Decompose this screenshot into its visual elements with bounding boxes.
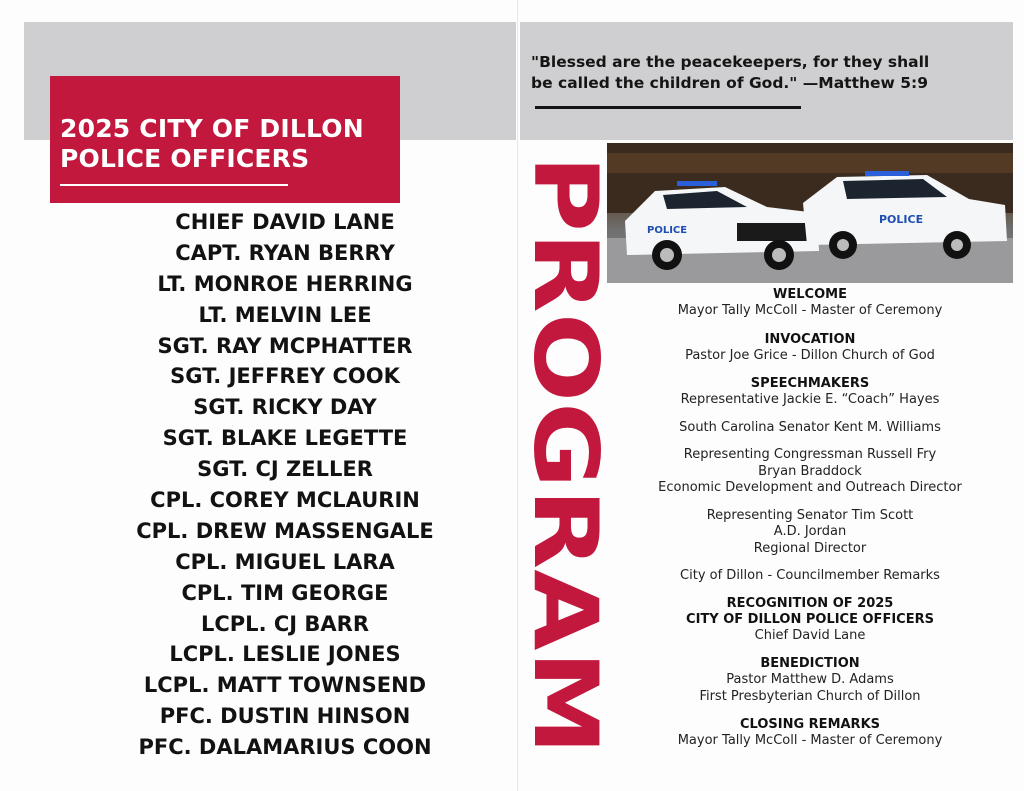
quote-underline [535,106,801,109]
title-line-2: POLICE OFFICERS [60,144,310,173]
officer-name: PFC. DUSTIN HINSON [159,704,411,729]
officer-name: SGT. JEFFREY COOK [170,364,400,389]
section-line: Pastor Matthew D. Adams [726,672,894,687]
program-word: PROGRAM [514,155,617,658]
officer-name: CHIEF DAVID LANE [175,210,395,234]
section-line: Bryan Braddock [758,463,862,479]
section-heading: INVOCATION [764,331,856,347]
section-line: Representative Jackie E. “Coach” Hayes [680,392,940,407]
section-heading: SPEECHMAKERS [750,376,870,391]
program-section-speechmakers [640,376,980,409]
officer-name: SGT. RICKY DAY [193,395,377,420]
program-item-council-remarks [640,568,980,585]
section-heading: BENEDICTION [760,656,860,671]
section-heading: RECOGNITION OF 2025 [726,595,894,611]
section-line: Pastor Joe Grice - Dillon Church of God [685,347,935,363]
officer-name: SGT. RAY MCPHATTER [157,333,413,358]
officer-name: LCPL. LESLIE JONES [169,642,401,667]
officer-name: PFC. DALAMARIUS COON [138,735,432,760]
officer-name: CPL. TIM GEORGE [181,580,389,605]
section-line: City of Dillon - Councilmember Remarks [680,568,940,583]
car-text-2: POLICE [879,213,924,226]
quote-line-2: be called the children of God." —Matthew 5:9 [531,74,929,92]
section-line: South Carolina Senator Kent M. Williams [679,419,941,435]
program-section-welcome [640,287,980,320]
section-line: Chief David Lane [754,627,866,643]
program-section-closing [640,717,980,750]
officer-name: LT. MELVIN LEE [198,302,372,327]
section-line: Representing Senator Tim Scott [706,507,914,523]
quote-line-1: "Blessed are the peacekeepers, for they shall [531,53,930,71]
officer-name: CAPT. RYAN BERRY [175,240,395,265]
officer-name: SGT. BLAKE LEGETTE [162,426,408,451]
program-item-senator-williams [640,420,980,437]
section-heading-2: CITY OF DILLON POLICE OFFICERS [686,611,934,627]
section-line: Regional Director [753,540,867,556]
officer-name: CPL. COREY MCLAURIN [150,488,420,513]
program-item-congressman-fry [640,447,980,497]
title-underline [60,184,288,186]
officer-name: SGT. CJ ZELLER [197,457,373,482]
program-item-senator-scott [640,508,980,558]
officer-name: LCPL. CJ BARR [201,611,369,636]
officer-name: CPL. MIGUEL LARA [175,549,395,574]
officer-name: CPL. DREW MASSENGALE [136,518,434,543]
program-section-invocation [640,332,980,365]
program-vertical-title [514,150,617,760]
section-line: Mayor Tally McColl - Master of Ceremony [677,303,943,318]
section-line: A.D. Jordan [773,524,847,539]
title-line-1: 2025 CITY OF DILLON [60,114,364,143]
police-cars-photo [607,143,1013,283]
officer-roster [100,207,470,763]
title-banner [50,76,400,203]
program-section-benediction [640,656,980,705]
car-text-1: POLICE [647,225,688,236]
section-line: Representing Congressman Russell Fry [683,447,937,462]
section-heading: CLOSING REMARKS [739,717,881,732]
officer-name: LT. MONROE HERRING [157,271,413,296]
section-line: Mayor Tally McColl - Master of Ceremony [677,733,943,748]
scripture-quote [531,52,991,94]
program-section-recognition [640,596,980,645]
section-line: Economic Development and Outreach Director [658,480,962,495]
section-heading: WELCOME [773,287,847,302]
officer-name: LCPL. MATT TOWNSEND [143,673,427,698]
program-order [640,287,980,750]
section-line: First Presbyterian Church of Dillon [699,688,921,704]
